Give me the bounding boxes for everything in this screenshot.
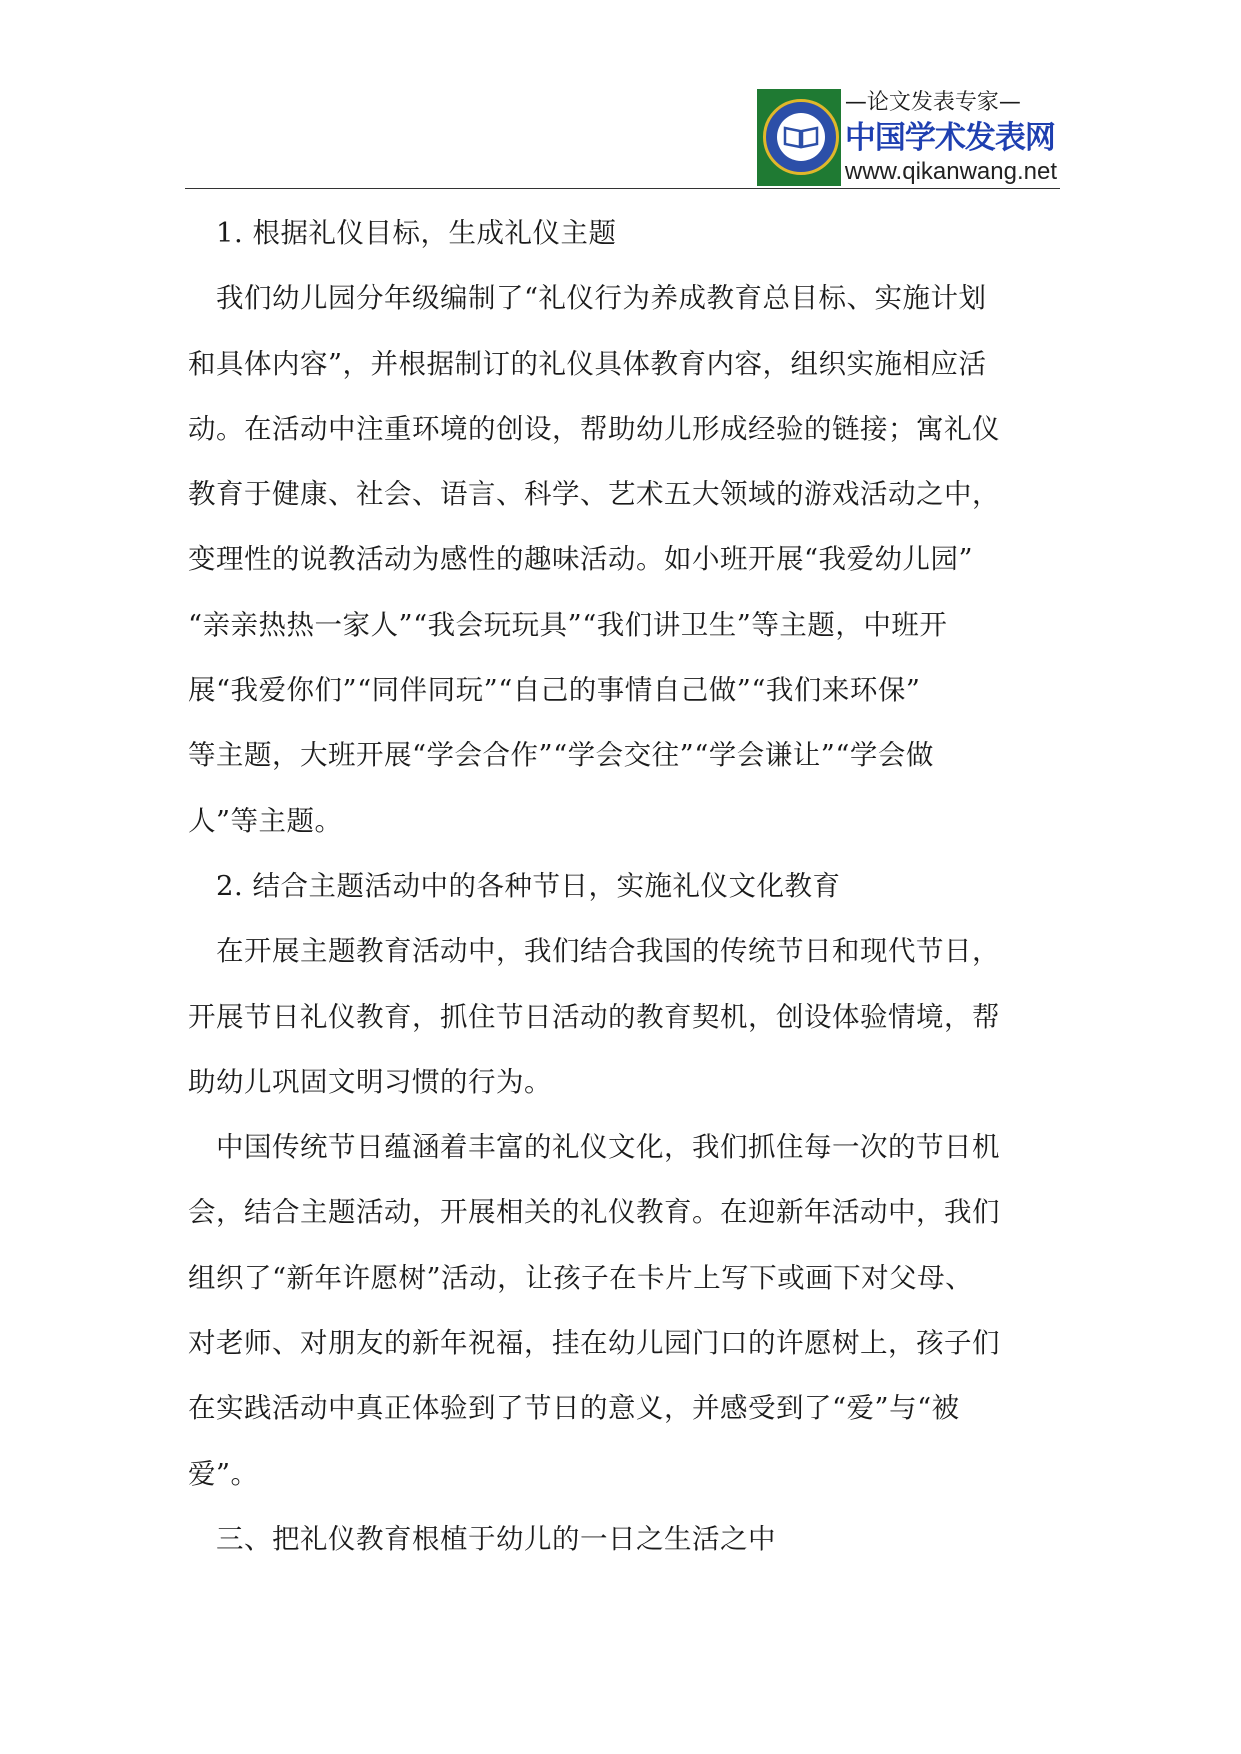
paragraph-line: 助幼儿巩固文明习惯的行为。 xyxy=(188,1065,552,1098)
paragraph-line: 动。在活动中注重环境的创设，帮助幼儿形成经验的链接；寓礼仪 xyxy=(188,412,1000,445)
paragraph-line: 人”等主题。 xyxy=(188,804,343,837)
paragraph-line: 对老师、对朋友的新年祝福，挂在幼儿园门口的许愿树上，孩子们 xyxy=(188,1327,1000,1360)
header-divider xyxy=(185,188,1060,189)
paragraph-line: 变理性的说教活动为感性的趣味活动。如小班开展“我爱幼儿园” xyxy=(188,543,974,576)
paragraph-line: 在开展主题教育活动中，我们结合我国的传统节日和现代节日， xyxy=(216,935,1000,968)
document-body xyxy=(188,201,1046,1572)
logo-url: www.qikanwang.net xyxy=(844,158,1057,185)
paragraph-line: 中国传统节日蕴涵着丰富的礼仪文化，我们抓住每一次的节日机 xyxy=(216,1131,1000,1164)
paragraph-line: 教育于健康、社会、语言、科学、艺术五大领域的游戏活动之中， xyxy=(188,478,1000,511)
paragraph-line: 组织了“新年许愿树”活动，让孩子在卡片上写下或画下对父母、 xyxy=(188,1261,974,1294)
paragraph-line: 展“我爱你们”“同伴同玩”“自己的事情自己做”“我们来环保” xyxy=(188,674,921,707)
paragraph-line: 开展节日礼仪教育，抓住节日活动的教育契机，创设体验情境，帮 xyxy=(188,1000,1000,1033)
paragraph-line: 我们幼儿园分年级编制了“礼仪行为养成教育总目标、实施计划 xyxy=(216,282,987,315)
site-logo xyxy=(757,89,1057,186)
section-heading-3: 三、把礼仪教育根植于幼儿的一日之生活之中 xyxy=(216,1522,776,1555)
logo-name: 中国学术发表网 xyxy=(844,119,1055,156)
paragraph-line: “亲亲热热一家人”“我会玩玩具”“我们讲卫生”等主题，中班开 xyxy=(188,608,948,641)
logo-tagline: —论文发表专家— xyxy=(844,90,1021,115)
paragraph-line: 和具体内容”，并根据制订的礼仪具体教育内容，组织实施相应活 xyxy=(188,347,987,380)
paragraph-line: 等主题，大班开展“学会合作”“学会交往”“学会谦让”“学会做 xyxy=(188,739,934,772)
paragraph-line: 会，结合主题活动，开展相关的礼仪教育。在迎新年活动中，我们 xyxy=(188,1196,1000,1229)
book-emblem-icon xyxy=(757,89,841,186)
subheading-1: 1. 根据礼仪目标，生成礼仪主题 xyxy=(216,217,617,249)
paragraph-line: 在实践活动中真正体验到了节日的意义，并感受到了“爱”与“被 xyxy=(188,1392,960,1425)
paragraph-line: 爱”。 xyxy=(188,1457,259,1490)
subheading-2: 2. 结合主题活动中的各种节日，实施礼仪文化教育 xyxy=(216,869,841,902)
